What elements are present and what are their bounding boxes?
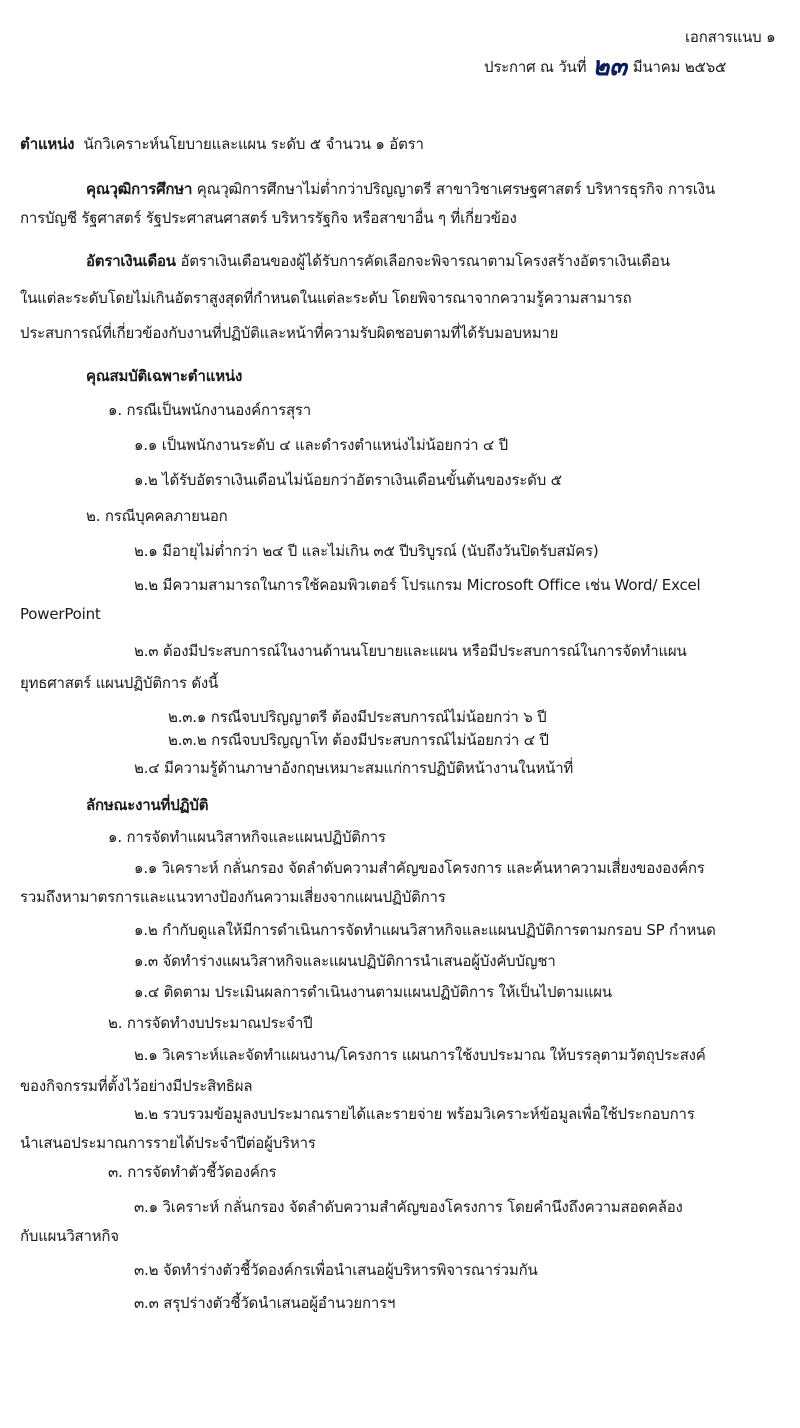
duty-2-1a: ๒.๑ วิเคราะห์และจัดทำแผนงาน/โครงการ แผนการใช้งบประมาณ ให้บรรลุตามวัตถุประสงค์ <box>134 1046 706 1064</box>
qual-2: ๒. กรณีบุคคลภายนอก <box>86 507 228 525</box>
duty-1-1b: รวมถึงหามาตรการและแนวทางป้องกันความเสี่ยงจากแผนปฏิบัติการ <box>20 888 446 906</box>
announce-month-year: มีนาคม ๒๕๖๕ <box>632 58 727 76</box>
education-label: คุณวุฒิการศึกษา <box>86 180 193 198</box>
duty-3-1a: ๓.๑ วิเคราะห์ กลั่นกรอง จัดลำดับความสำคัญของโครงการ โดยคำนึงถึงความสอดคล้อง <box>134 1198 683 1216</box>
qualifications-heading: คุณสมบัติเฉพาะตำแหน่ง <box>86 367 243 385</box>
salary-text-1: อัตราเงินเดือนของผู้ได้รับการคัดเลือกจะพิจารณาตามโครงสร้างอัตราเงินเดือน <box>180 252 670 270</box>
duty-2-2a: ๒.๒ รวบรวมข้อมูลงบประมาณรายได้และรายจ่าย พร้อมวิเคราะห์ข้อมูลเพื่อใช้ประกอบการ <box>134 1105 695 1123</box>
attachment-label: เอกสารแนบ ๑ <box>685 28 776 46</box>
duty-1: ๑. การจัดทำแผนวิสาหกิจและแผนปฏิบัติการ <box>108 828 386 846</box>
duty-3-2: ๓.๒ จัดทำร่างตัวชี้วัดองค์กรเพื่อนำเสนอผู้บริหารพิจารณาร่วมกัน <box>134 1261 538 1279</box>
announce-day: ๒๓ <box>592 52 627 82</box>
qual-2-2b: PowerPoint <box>20 605 101 623</box>
qual-1-1: ๑.๑ เป็นพนักงานระดับ ๔ และดำรงตำแหน่งไม่น้อยกว่า ๔ ปี <box>134 436 508 454</box>
duty-3: ๓. การจัดทำตัวชี้วัดองค์กร <box>108 1163 277 1181</box>
salary-line-3: ประสบการณ์ที่เกี่ยวข้องกับงานที่ปฏิบัติและหน้าที่ความรับผิดชอบตามที่ได้รับมอบหมาย <box>20 324 559 342</box>
qual-2-2a: ๒.๒ มีความสามารถในการใช้คอมพิวเตอร์ โปรแกรม Microsoft Office เช่น Word/ Excel <box>134 576 701 594</box>
qual-1-2: ๑.๒ ได้รับอัตราเงินเดือนไม่น้อยกว่าอัตราเงินเดือนขั้นต้นของระดับ ๕ <box>134 471 562 489</box>
education-text-1: คุณวุฒิการศึกษาไม่ต่ำกว่าปริญญาตรี สาขาวิชาเศรษฐศาสตร์ บริหารธุรกิจ การเงิน <box>196 180 715 198</box>
duty-3-1b: กับแผนวิสาหกิจ <box>20 1227 119 1245</box>
salary-label: อัตราเงินเดือน <box>86 252 176 270</box>
duty-1-4: ๑.๔ ติดตาม ประเมินผลการดำเนินงานตามแผนปฏิบัติการ ให้เป็นไปตามแผน <box>134 983 612 1001</box>
salary-line-1 <box>86 250 670 272</box>
duties-heading: ลักษณะงานที่ปฏิบัติ <box>86 796 209 814</box>
qual-2-3b: ยุทธศาสตร์ แผนปฏิบัติการ ดังนี้ <box>20 674 219 692</box>
duty-2-1b: ของกิจกรรมที่ตั้งไว้อย่างมีประสิทธิผล <box>20 1077 253 1095</box>
qual-2-1: ๒.๑ มีอายุไม่ต่ำกว่า ๒๔ ปี และไม่เกิน ๓๕ ปีบริบูรณ์ (นับถึงวันปิดรับสมัคร) <box>134 542 599 560</box>
qual-1: ๑. กรณีเป็นพนักงานองค์การสุรา <box>108 401 312 419</box>
education-line-2: การบัญชี รัฐศาสตร์ รัฐประศาสนศาสตร์ บริหารรัฐกิจ หรือสาขาอื่น ๆ ที่เกี่ยวข้อง <box>20 209 517 227</box>
duty-1-3: ๑.๓ จัดทำร่างแผนวิสาหกิจและแผนปฏิบัติการนำเสนอผู้บังคับบัญชา <box>134 952 556 970</box>
duty-2-2b: นำเสนอประมาณการรายได้ประจำปีต่อผู้บริหาร <box>20 1134 316 1152</box>
qual-2-3-2: ๒.๓.๒ กรณีจบปริญญาโท ต้องมีประสบการณ์ไม่น้อยกว่า ๔ ปี <box>168 731 549 749</box>
duty-1-2: ๑.๒ กำกับดูแลให้มีการดำเนินการจัดทำแผนวิสาหกิจและแผนปฏิบัติการตามกรอบ SP กำหนด <box>134 921 716 939</box>
duty-3-3: ๓.๓ สรุปร่างตัวชี้วัดนำเสนอผู้อำนวยการฯ <box>134 1294 396 1312</box>
position-label: ตำแหน่ง <box>20 135 75 153</box>
position-line <box>20 133 424 155</box>
salary-line-2: ในแต่ละระดับโดยไม่เกินอัตราสูงสุดที่กำหนดในแต่ละระดับ โดยพิจารณาจากความรู้ความสามารถ <box>20 289 632 307</box>
education-line-1 <box>86 178 715 200</box>
qual-2-3a: ๒.๓ ต้องมีประสบการณ์ในงานด้านนโยบายและแผน หรือมีประสบการณ์ในการจัดทำแผน <box>134 642 687 660</box>
qual-2-3-1: ๒.๓.๑ กรณีจบปริญญาตรี ต้องมีประสบการณ์ไม่น้อยกว่า ๖ ปี <box>168 708 547 726</box>
qual-2-4: ๒.๔ มีความรู้ด้านภาษาอังกฤษเหมาะสมแก่การปฏิบัติหน้างานในหน้าที่ <box>134 759 574 777</box>
position-text: นักวิเคราะห์นโยบายและแผน ระดับ ๕ จำนวน ๑ อัตรา <box>83 135 424 153</box>
announce-date <box>484 52 727 82</box>
duty-2: ๒. การจัดทำงบประมาณประจำปี <box>108 1014 313 1032</box>
duty-1-1a: ๑.๑ วิเคราะห์ กลั่นกรอง จัดลำดับความสำคัญของโครงการ และค้นหาความเสี่ยงขององค์กร <box>134 859 705 877</box>
announce-prefix: ประกาศ ณ วันที่ <box>484 58 587 76</box>
